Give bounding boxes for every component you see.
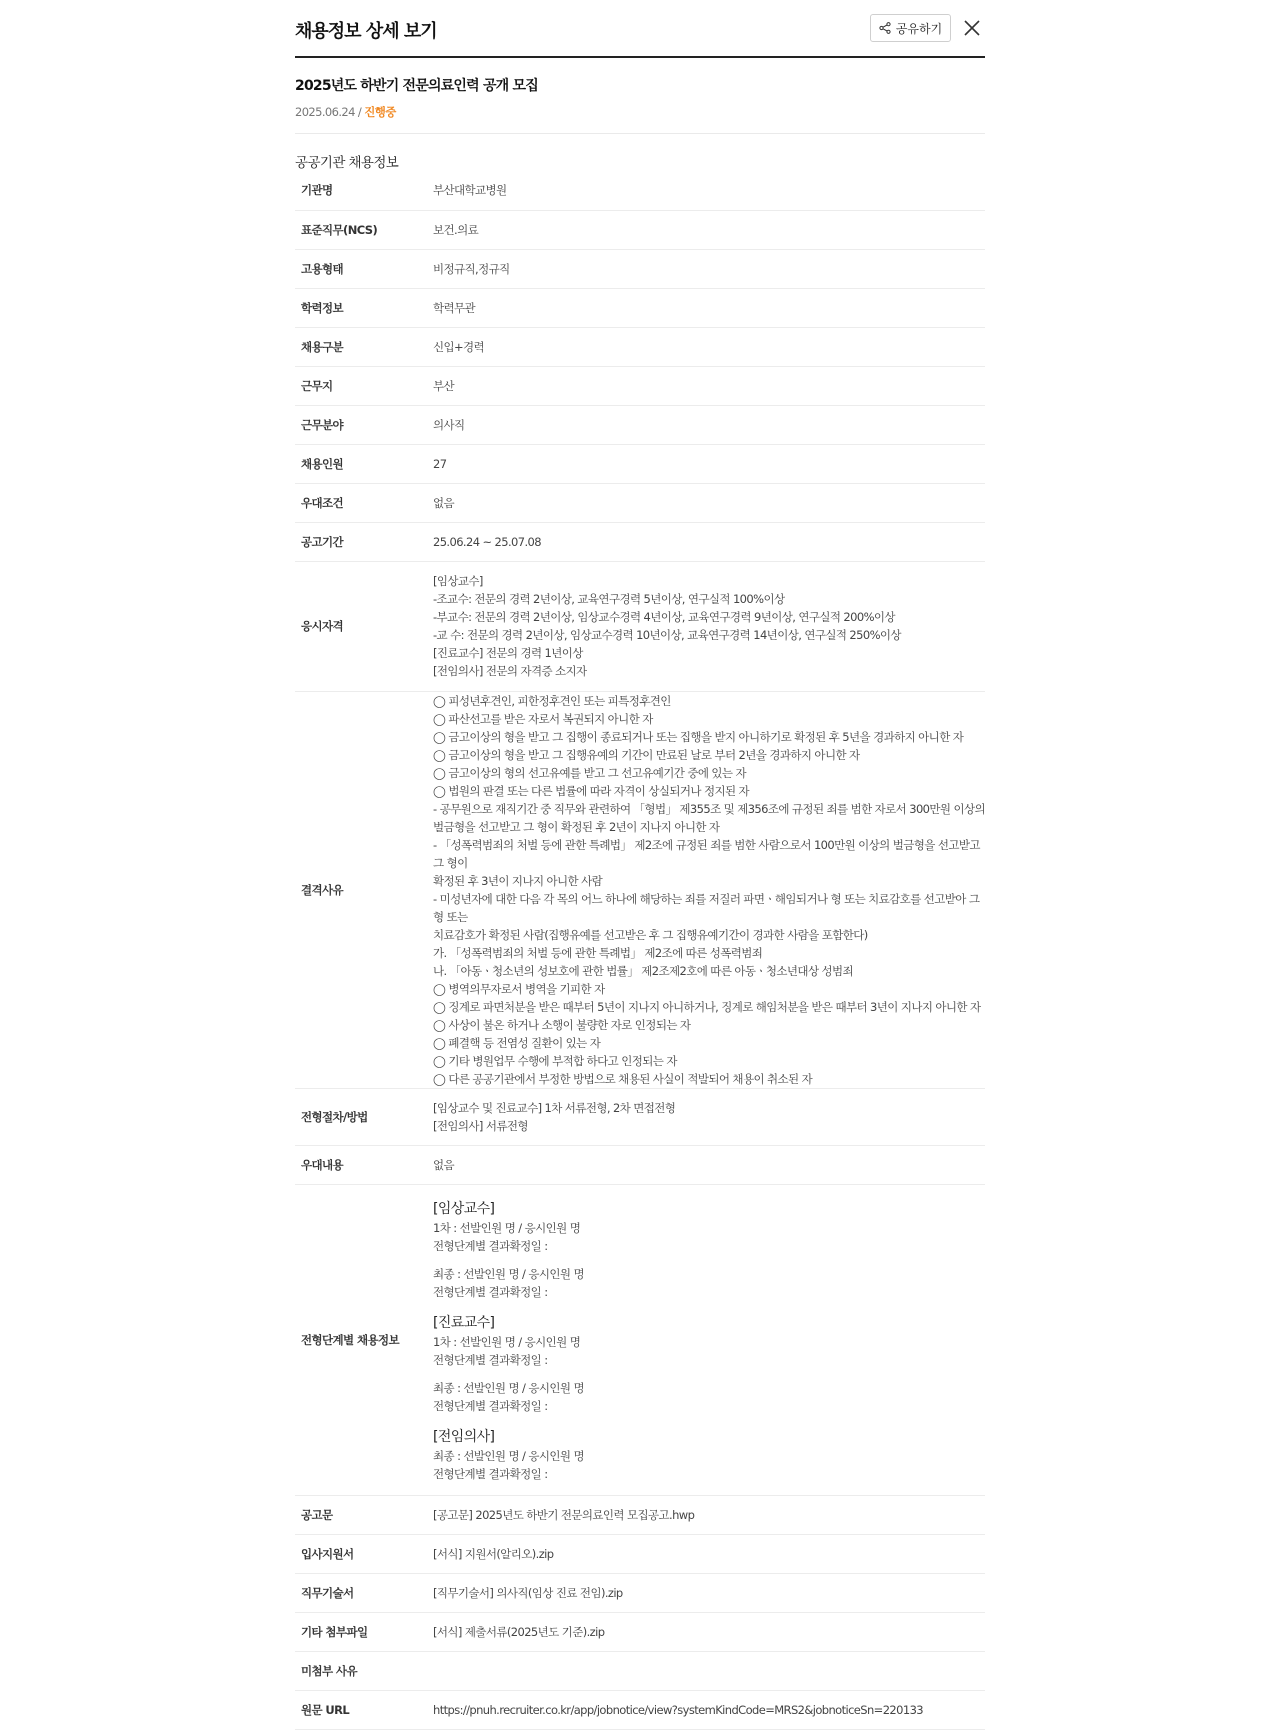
stage-group-heading: [진료교수] <box>433 1314 495 1331</box>
stage-result: 1차 : 선발인원 명 / 응시인원 명 <box>433 1220 581 1235</box>
post-meta <box>295 104 985 120</box>
table-row <box>295 1534 985 1573</box>
job-detail-panel <box>295 0 985 1730</box>
stage-result: 1차 : 선발인원 명 / 응시인원 명 <box>433 1334 581 1349</box>
disqualification-text: ◯ 피성년후견인, 피한정후견인 또는 피특정후견인 ◯ 파산선고를 받은 자로서 복권되지 아니한 자 ◯ 금고이상의 형을 받고 그 집행이 종료되거나 또는 집행을 받지 아니하기로 확정된 후 5년을 경과하지 아니한 자 ◯ 금고이상의 형을 받고 그 집행유예의 기간이 만료된 날로 부터 2년을 경과하지 아니한 자 ◯ 금고이상의 형의 선고유예를 받고 그 선고유예기간 중에 있는 자 ◯ 법원의 판결 또는 다른 법률에 따라 자격이 상실되거나 정지된 자 - 공무원으로 재직기간 중 직무와 관련하여 「형법」 제355조 및 제356조에 규정된 죄를 범한 자로서 300만원 이상의 벌금형을 선고받고 그 형이 확정된 후 2년이 지나지 아니한 자 - 「성폭력범죄의 처벌 등에 관한 특례법」 제2조에 규정된 죄를 범한 사람으로서 100만원 이상의 벌금형을 선고받고 그 형이 확정된 후 3년이 지나지 아니한 사람 - 미성년자에 대한 다음 각 목의 어느 하나에 해당하는 죄를 저질러 파면ㆍ해임되거나 형 또는 치료감호를 선고받아 그 형 또는 치료감호가 확정된 사람(집행유예를 선고받은 후 그 집행유예기간이 경과한 사람을 포함한다) 가. 「성폭력범죄의 처벌 등에 관한 특례법」 제2조에 따른 성폭력범죄 나. 「아동ㆍ청소년의 성보호에 관한 법률」 제2조제2호에 따른 아동ㆍ청소년대상 성범죄 ◯ 병역의무자로서 병역을 기피한 자 ◯ 징계로 파면처분을 받은 때부터 5년이 지나지 아니하거나, 징계로 해임처분을 받은 때부터 3년이 지나지 아니한 자 ◯ 사상이 불온 하거나 소행이 불량한 자로 인정되는 자 ◯ 폐결핵 등 전염성 질환이 있는 자 ◯ 기타 병원업무 수행에 부적합 하다고 인정되는 자 ◯ 다른 공공기관에서 부정한 방법으로 채용된 사실이 적발되어 채용이 취소된 자 <box>433 691 985 1088</box>
row-label: 학력정보 <box>295 288 433 327</box>
row-label: 공고문 <box>295 1495 433 1534</box>
stage-date: 전형단계별 결과확정일 : <box>433 1238 548 1253</box>
procedure-text: [임상교수 및 진료교수] 1차 서류전형, 2차 면접전형 [전임의사] 서류전형 <box>433 1088 985 1145</box>
table-row <box>295 1495 985 1534</box>
table-row <box>295 522 985 561</box>
stage-group-heading: [전임의사] <box>433 1428 495 1445</box>
row-value <box>433 1651 985 1690</box>
section-title: 공공기관 채용정보 <box>295 155 399 171</box>
row-label: 입사지원서 <box>295 1534 433 1573</box>
table-row <box>295 288 985 327</box>
job-description-link[interactable]: [직무기술서] 의사직(임상 진료 전임).zip <box>433 1573 985 1612</box>
stage-date: 전형단계별 결과확정일 : <box>433 1466 548 1481</box>
stage-result: 최종 : 선발인원 명 / 응시인원 명 <box>433 1266 584 1281</box>
header <box>295 0 985 58</box>
other-attachment-link[interactable]: [서식] 제출서류(2025년도 기준).zip <box>433 1612 985 1651</box>
table-row <box>295 210 985 249</box>
table-row <box>295 405 985 444</box>
table-row <box>295 1184 985 1495</box>
row-label: 원문 URL <box>295 1690 433 1729</box>
row-label: 기관명 <box>295 171 433 210</box>
stage-date: 전형단계별 결과확정일 : <box>433 1284 548 1299</box>
table-row <box>295 1651 985 1690</box>
row-value: 없음 <box>433 1145 985 1184</box>
row-value: 의사직 <box>433 405 985 444</box>
row-label: 기타 첨부파일 <box>295 1612 433 1651</box>
row-value: 25.06.24 ~ 25.07.08 <box>433 522 985 561</box>
row-label: 근무분야 <box>295 405 433 444</box>
row-value: 없음 <box>433 483 985 522</box>
table-row <box>295 1088 985 1145</box>
meta-separator: / <box>354 105 365 119</box>
row-label: 응시자격 <box>295 561 433 691</box>
row-label: 전형절차/방법 <box>295 1088 433 1145</box>
share-icon <box>879 22 891 34</box>
table-row <box>295 171 985 210</box>
post-title: 2025년도 하반기 전문의료인력 공개 모집 <box>295 78 538 94</box>
table-row <box>295 1145 985 1184</box>
notice-file-link[interactable]: [공고문] 2025년도 하반기 전문의료인력 모집공고.hwp <box>433 1495 985 1534</box>
stage-result: 최종 : 선발인원 명 / 응시인원 명 <box>433 1448 584 1463</box>
table-row <box>295 249 985 288</box>
row-value: 보건.의료 <box>433 210 985 249</box>
info-table <box>295 171 985 1730</box>
table-row <box>295 691 985 1088</box>
stage-date: 전형단계별 결과확정일 : <box>433 1398 548 1413</box>
row-label: 직무기술서 <box>295 1573 433 1612</box>
row-label: 공고기간 <box>295 522 433 561</box>
row-value: 부산 <box>433 366 985 405</box>
row-label: 우대조건 <box>295 483 433 522</box>
close-icon[interactable] <box>962 18 982 38</box>
table-row <box>295 561 985 691</box>
row-label: 채용구분 <box>295 327 433 366</box>
stage-group-heading: [임상교수] <box>433 1200 495 1217</box>
qualification-text: [임상교수] -조교수: 전문의 경력 2년이상, 교육연구경력 5년이상, 연구실적 100%이상 -부교수: 전문의 경력 2년이상, 임상교수경력 4년이상, 교육연구경력 9년이상, 연구실적 200%이상 -교 수: 전문의 경력 2년이상, 임상교수경력 10년이상, 교육연구경력 14년이상, 연구실적 250%이상 [진료교수] 전문의 경력 1년이상 [전임의사] 전문의 자격증 소지자 <box>433 561 985 691</box>
table-row <box>295 366 985 405</box>
row-label: 근무지 <box>295 366 433 405</box>
table-row <box>295 1690 985 1729</box>
table-row <box>295 483 985 522</box>
row-value: 신입+경력 <box>433 327 985 366</box>
row-value: 27 <box>433 444 985 483</box>
application-form-link[interactable]: [서식] 지원서(알리오).zip <box>433 1534 985 1573</box>
post-title-block <box>295 58 985 134</box>
row-label: 전형단계별 채용정보 <box>295 1184 433 1495</box>
share-button-label: 공유하기 <box>895 21 943 36</box>
share-button[interactable] <box>870 14 951 42</box>
table-row <box>295 444 985 483</box>
status-badge: 진행중 <box>364 105 396 119</box>
table-row <box>295 1573 985 1612</box>
table-row <box>295 327 985 366</box>
row-label: 우대내용 <box>295 1145 433 1184</box>
row-value: 부산대학교병원 <box>433 171 985 210</box>
row-value: 학력무관 <box>433 288 985 327</box>
row-label: 고용형태 <box>295 249 433 288</box>
stage-result: 최종 : 선발인원 명 / 응시인원 명 <box>433 1380 584 1395</box>
row-label: 결격사유 <box>295 691 433 1088</box>
source-url-link[interactable]: https://pnuh.recruiter.co.kr/app/jobnotice/view?systemKindCode=MRS2&jobnoticeSn=220133 <box>433 1690 985 1729</box>
row-label: 미첨부 사유 <box>295 1651 433 1690</box>
page-title: 채용정보 상세 보기 <box>295 21 437 42</box>
row-label: 채용인원 <box>295 444 433 483</box>
post-date: 2025.06.24 <box>295 105 355 119</box>
row-value: 비정규직,정규직 <box>433 249 985 288</box>
table-row <box>295 1612 985 1651</box>
stage-info <box>433 1184 985 1495</box>
stage-date: 전형단계별 결과확정일 : <box>433 1352 548 1367</box>
row-label: 표준직무(NCS) <box>295 210 433 249</box>
